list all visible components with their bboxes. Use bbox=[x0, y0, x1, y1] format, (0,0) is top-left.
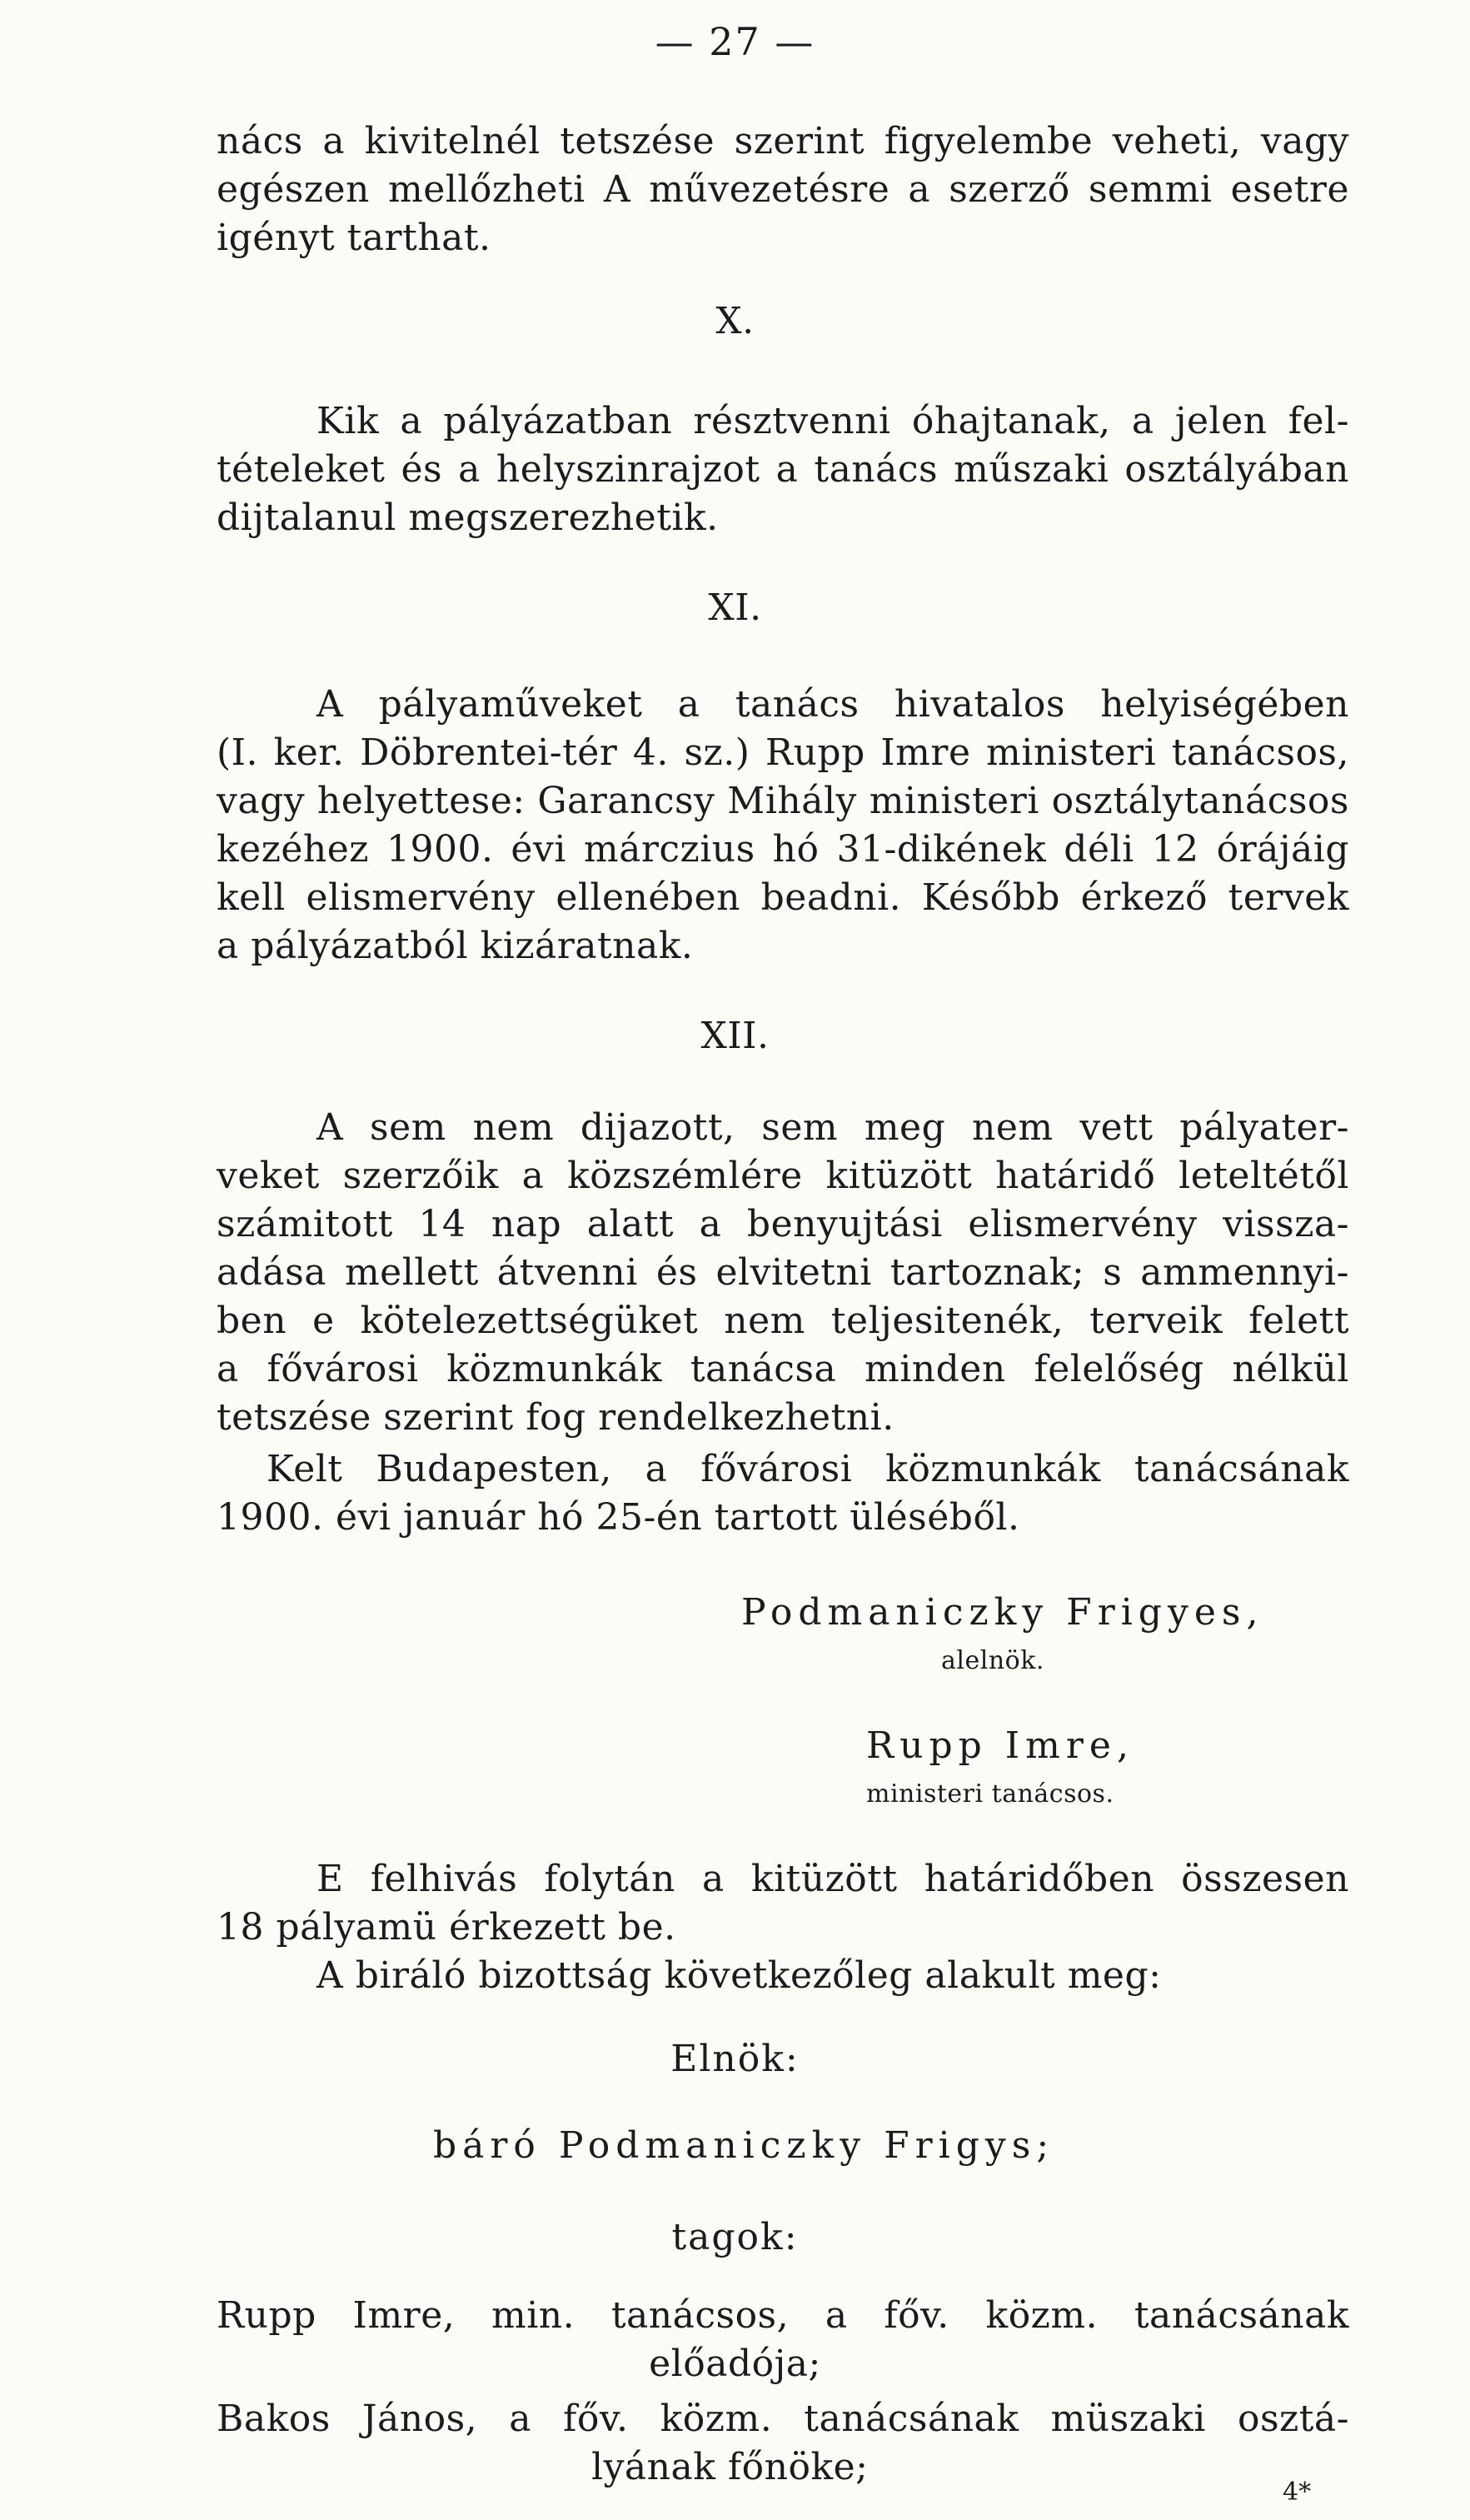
page-number: — 27 — bbox=[655, 19, 815, 64]
para3-line-3: vagy helyettese: Garancsy Mihály ministeri osztálytanácsos bbox=[217, 780, 1349, 822]
para4-line-4: adása mellett átvenni és elvitetni tartoznak; s ammennyi- bbox=[217, 1251, 1349, 1294]
section-heading-xii: XII. bbox=[700, 1015, 770, 1057]
para1-line-2: egészen mellőzheti A művezetésre a szerző semmi esetre bbox=[217, 168, 1349, 211]
para3-line-4: kezéhez 1900. évi márczius hó 31-dikének déli 12 órájáig bbox=[217, 828, 1349, 871]
para3-line-5: kell elismervény ellenében beadni. Később érkező tervek bbox=[217, 876, 1349, 919]
para4-line-2: veket szerzőik a közszémlére kitüzött határidő leteltétől bbox=[217, 1155, 1349, 1197]
para1-line-1: nács a kivitelnél tetszése szerint figyelembe veheti, vagy bbox=[217, 120, 1349, 162]
para1-line-3: igényt tarthat. bbox=[217, 217, 491, 259]
para5-line-1: Kelt Budapesten, a fővárosi közmunkák tanácsának bbox=[267, 1448, 1349, 1490]
member-rupp-line-2: előadója; bbox=[649, 2343, 821, 2385]
para2-line-3: dijtalanul megszerezhetik. bbox=[217, 497, 719, 539]
signature-podmaniczky-name: Podmaniczky Frigyes, bbox=[741, 1591, 1264, 1634]
chair-label: Elnök: bbox=[670, 2038, 800, 2080]
para2-line-1: Kik a pályázatban résztvenni óhajtanak, a jelen fel- bbox=[316, 400, 1349, 442]
para3-line-6: a pályázatból kizáratnak. bbox=[217, 925, 694, 967]
signature-podmaniczky-title: alelnök. bbox=[941, 1646, 1044, 1675]
para4-line-1: A sem nem dijazott, sem meg nem vett pályater- bbox=[316, 1106, 1349, 1149]
signature-rupp-title: ministeri tanácsos. bbox=[866, 1779, 1114, 1809]
para4-line-7: tetszése szerint fog rendelkezhetni. bbox=[217, 1396, 894, 1439]
member-bakos-line-1: Bakos János, a főv. közm. tanácsának müszaki osztá- bbox=[217, 2398, 1349, 2440]
chair-name: báró Podmaniczky Frigys; bbox=[433, 2124, 1055, 2167]
para6-line-2: 18 pályamü érkezett be. bbox=[217, 1906, 676, 1949]
members-label: tagok: bbox=[671, 2216, 799, 2258]
footer-signature-mark: 4* bbox=[1283, 2478, 1312, 2507]
member-rupp-line-1: Rupp Imre, min. tanácsos, a főv. közm. tanácsának bbox=[217, 2294, 1349, 2337]
para3-line-2: (I. ker. Döbrentei-tér 4. sz.) Rupp Imre ministeri tanácsos, bbox=[217, 731, 1349, 774]
section-heading-x: X. bbox=[715, 300, 755, 342]
para3-line-1: A pályaműveket a tanács hivatalos helyiségében bbox=[316, 683, 1349, 726]
para7-line-1: A biráló bizottság következőleg alakult meg: bbox=[316, 1954, 1162, 1997]
para5-line-2: 1900. évi január hó 25-én tartott üléséből. bbox=[217, 1496, 1020, 1539]
signature-rupp-name: Rupp Imre, bbox=[866, 1724, 1134, 1767]
para2-line-2: tételeket és a helyszinrajzot a tanács műszaki osztályában bbox=[217, 448, 1349, 491]
member-bakos-line-2: lyának főnöke; bbox=[591, 2446, 869, 2488]
para6-line-1: E felhivás folytán a kitüzött határidőben összesen bbox=[316, 1858, 1349, 1900]
para4-line-6: a fővárosi közmunkák tanácsa minden felelőség nélkül bbox=[217, 1348, 1349, 1390]
para4-line-5: ben e kötelezettségüket nem teljesitenék, terveik felett bbox=[217, 1300, 1349, 1342]
section-heading-xi: XI. bbox=[708, 586, 762, 629]
para4-line-3: számitott 14 nap alatt a benyujtási elismervény vissza- bbox=[217, 1203, 1349, 1245]
